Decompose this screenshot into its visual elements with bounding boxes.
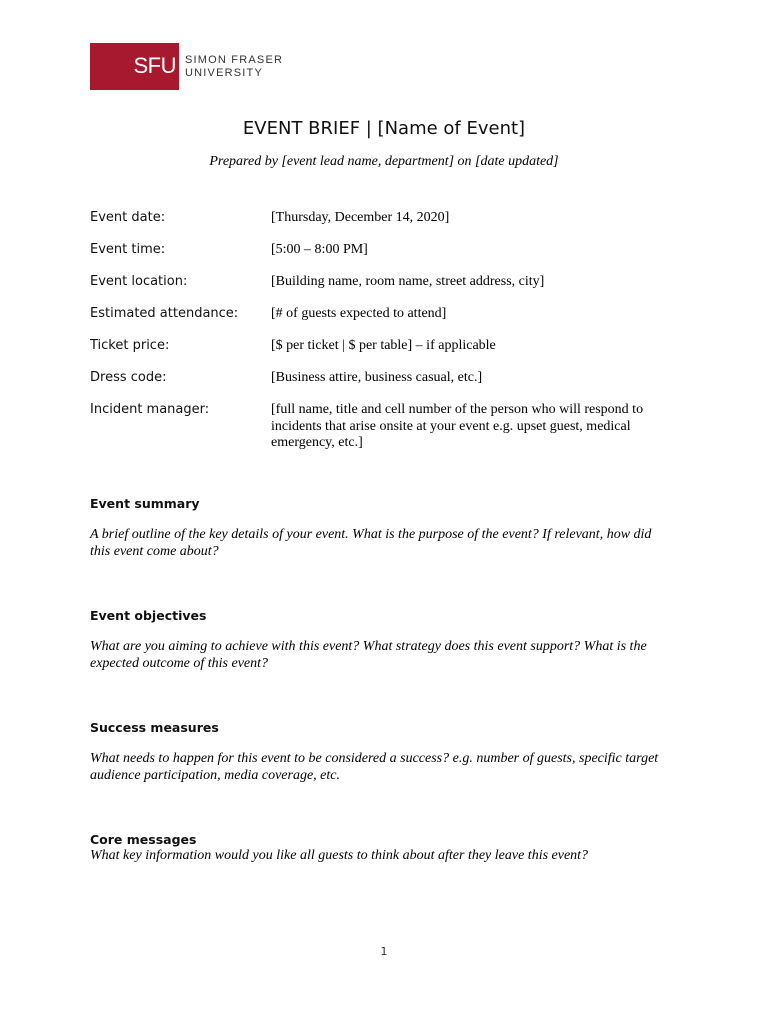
- logo-mark: SFU: [90, 43, 179, 90]
- field-value-dress-code: [Business attire, business casual, etc.]: [271, 370, 483, 385]
- field-value-event-time: [5:00 – 8:00 PM]: [271, 242, 368, 257]
- field-label-ticket-price: Ticket price:: [90, 338, 170, 353]
- sfu-logo: [90, 42, 284, 90]
- field-label-event-time: Event time:: [90, 242, 166, 257]
- document-title: EVENT BRIEF | [Name of Event]: [242, 118, 526, 139]
- section-heading-success-measures: Success measures: [90, 720, 219, 735]
- page-number: 1: [380, 945, 388, 958]
- section-heading-event-objectives: Event objectives: [90, 608, 207, 623]
- field-value-ticket-price: [$ per ticket | $ per table] – if applicable: [271, 338, 496, 353]
- section-body-success-measures: What needs to happen for this event to be considered a success? e.g. number of guests, specific target audience participation, media coverage, etc.: [90, 751, 659, 783]
- section-body-event-summary: A brief outline of the key details of your event. What is the purpose of the event? If relevant, how did this event come about?: [90, 527, 652, 559]
- field-value-event-location: [Building name, room name, street address, city]: [271, 274, 545, 289]
- field-value-estimated-attendance: [# of guests expected to attend]: [271, 306, 447, 321]
- field-label-event-date: Event date:: [90, 210, 166, 225]
- field-label-dress-code: Dress code:: [90, 370, 167, 385]
- field-label-estimated-attendance: Estimated attendance:: [90, 306, 239, 321]
- field-label-incident-manager: Incident manager:: [90, 402, 210, 417]
- field-label-event-location: Event location:: [90, 274, 188, 289]
- section-heading-event-summary: Event summary: [90, 496, 200, 511]
- field-value-event-date: [Thursday, December 14, 2020]: [271, 210, 450, 225]
- section-heading-core-messages: Core messages: [90, 832, 197, 847]
- section-body-event-objectives: What are you aiming to achieve with this event? What strategy does this event support? What is the expected outcome of this event?: [90, 639, 647, 671]
- document-subtitle: Prepared by [event lead name, department] on [date updated]: [209, 154, 559, 169]
- logo-line-1: SIMON FRASER: [185, 54, 284, 66]
- field-value-incident-manager: [full name, title and cell number of the person who will respond to incidents that arise onsite at your event e.g. upset guest, medical emergency, etc.]: [271, 402, 644, 450]
- section-body-core-messages: What key information would you like all guests to think about after they leave this event?: [90, 848, 589, 863]
- logo-line-2: UNIVERSITY: [185, 67, 264, 79]
- logo-wordmark: [185, 54, 284, 80]
